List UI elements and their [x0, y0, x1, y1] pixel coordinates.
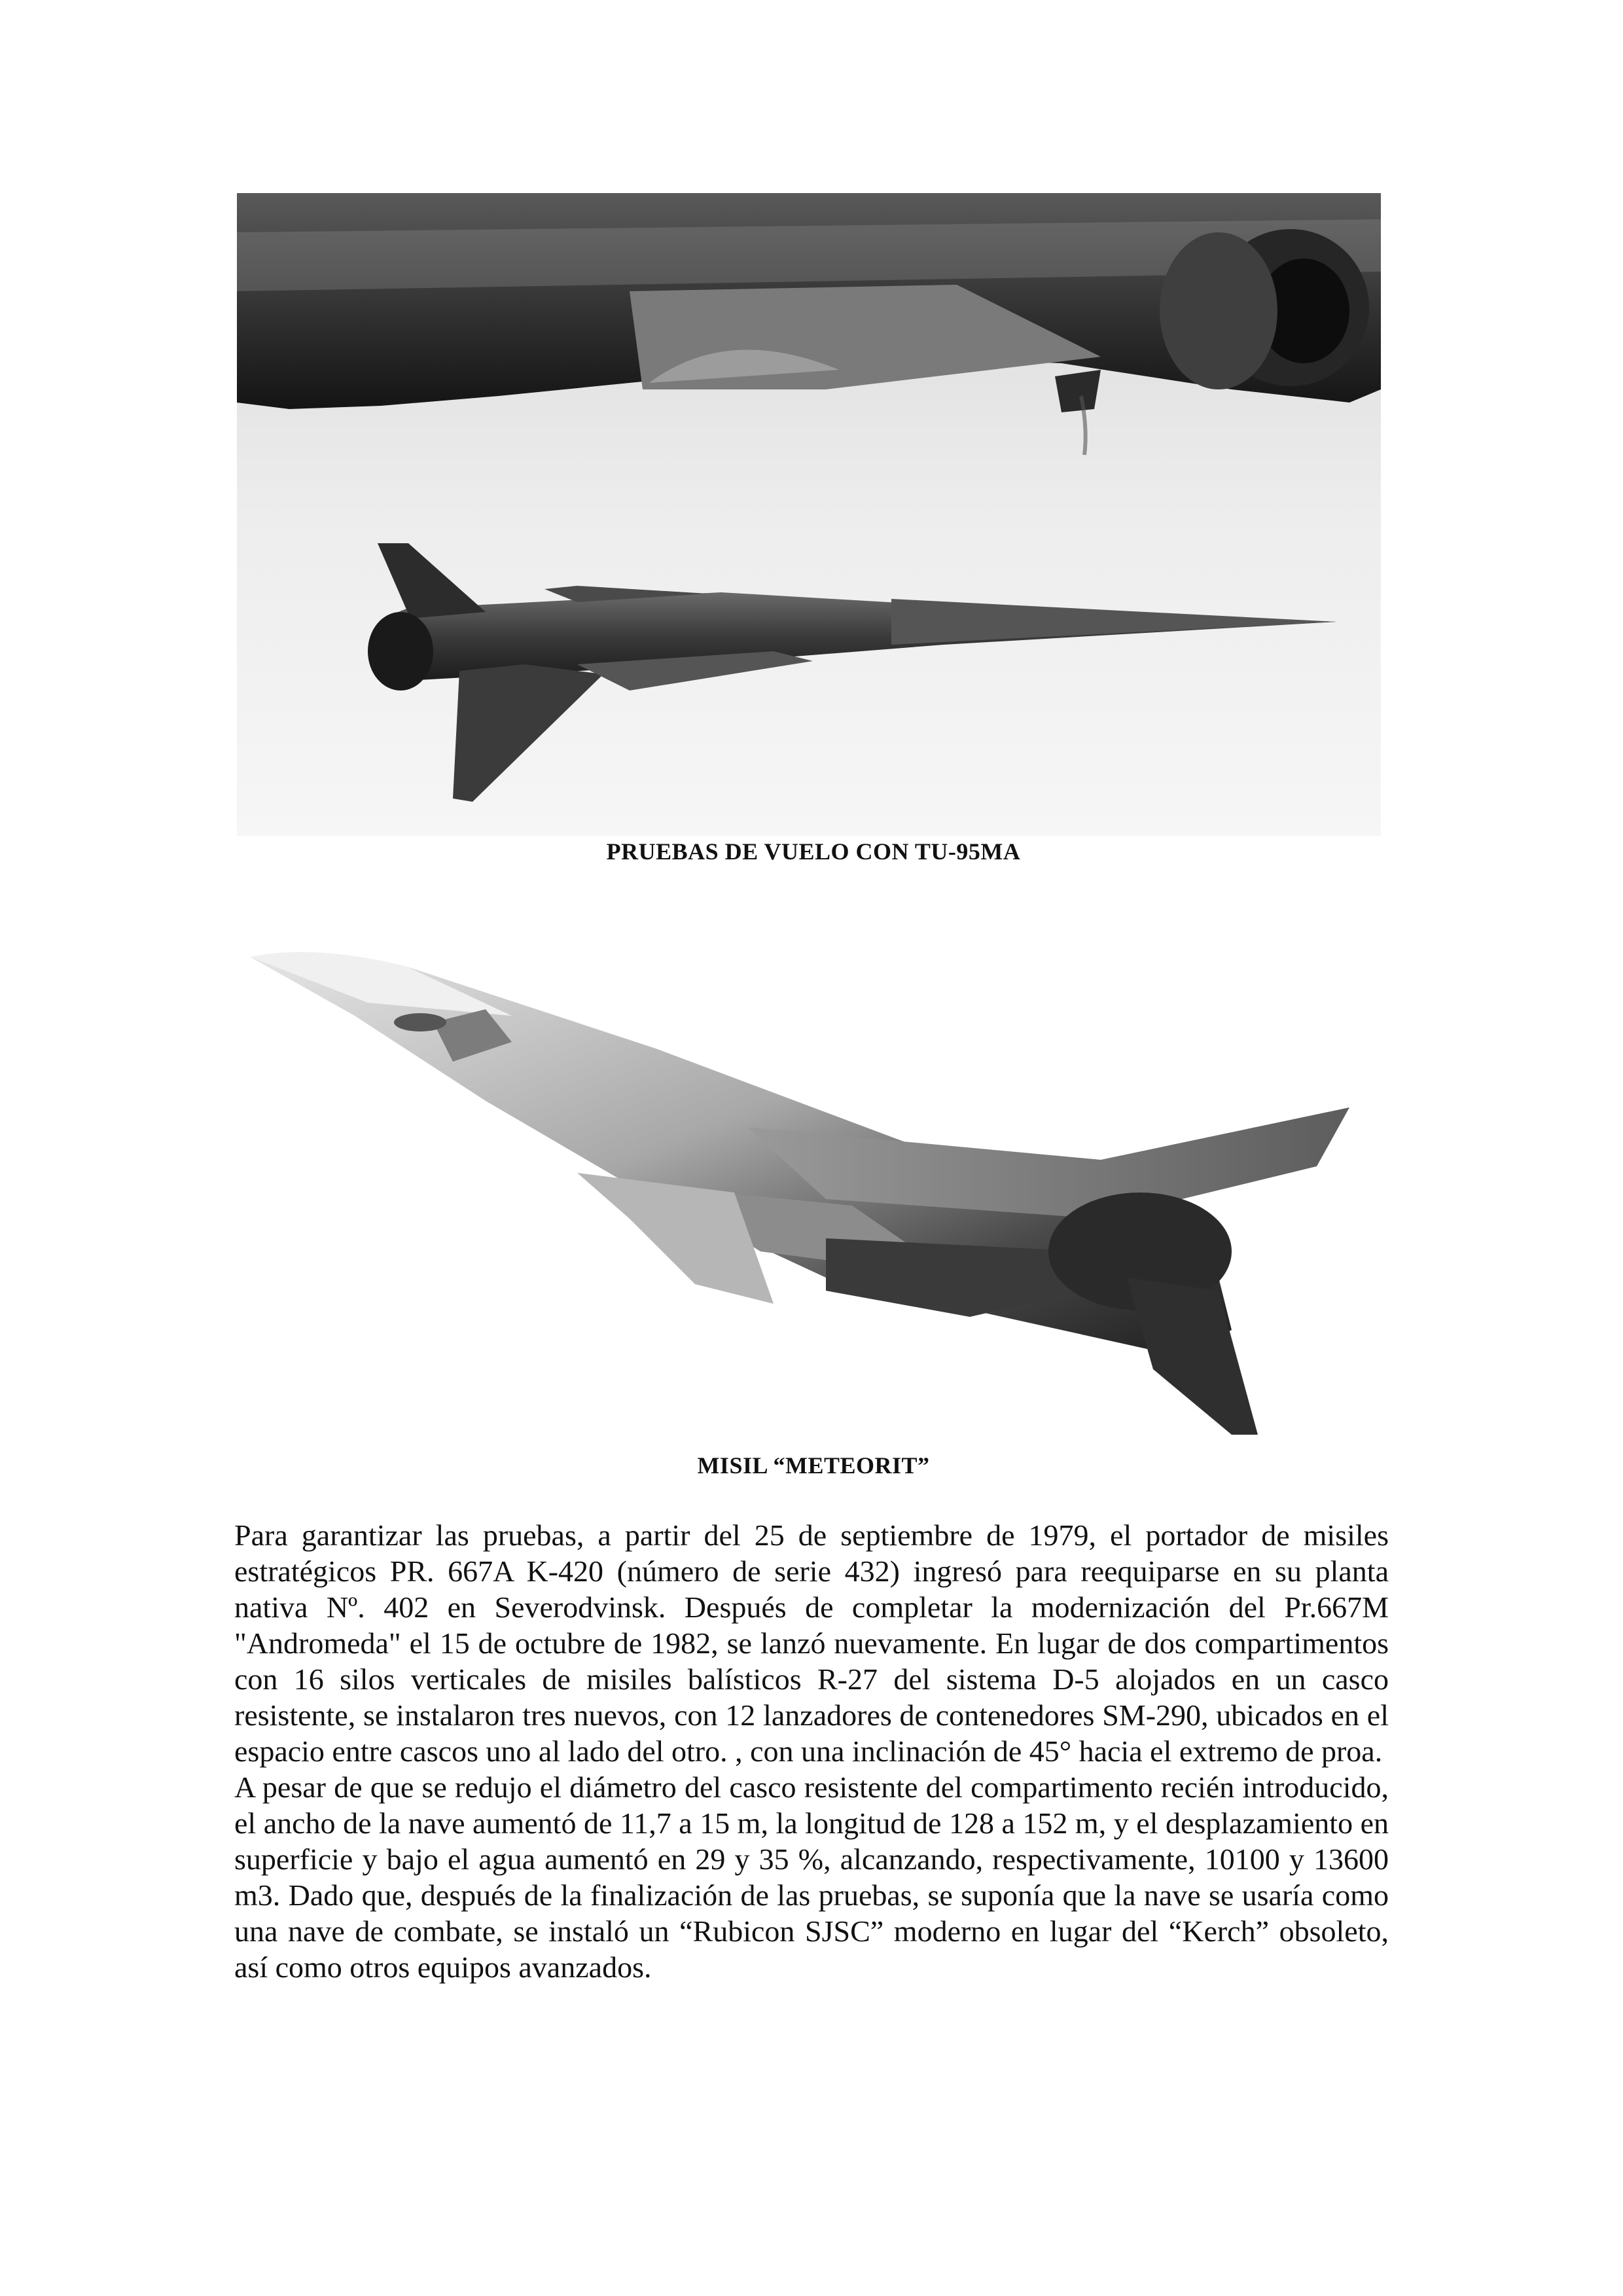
meteorit-missile-photo [237, 911, 1390, 1440]
body-text [234, 1517, 1389, 1985]
paragraph-2: A pesar de que se redujo el diámetro del casco resistente del compartimento recién introducido, el ancho de la nave aumentó de 11,7 a 15 m, la longitud de 128 a 152 m, y el desplazamiento en superficie y bajo el agua aumentó en 29 y 35 %, alcanzando, respectivamente, 10100 y 13600 m3. Dado que, después de la finalización de las pruebas, se suponía que la nave se usaría como una nave de combate, se instaló un “Rubicon SJSC” moderno en lugar del “Kerch” obsoleto, así como otros equipos avanzados. [234, 1770, 1389, 1984]
flight-test-photo [237, 193, 1381, 836]
figure-caption-2: MISIL “METEORIT” [697, 1452, 930, 1479]
figure-caption-1: PRUEBAS DE VUELO CON TU-95MA [606, 838, 1021, 865]
paragraph-1: Para garantizar las pruebas, a partir del 25 de septiembre de 1979, el portador de misiles estratégicos PR. 667A K-420 (número de serie 432) ingresó para reequiparse en su planta nativa Nº. 402 en Severodvinsk. Después de completar la modernización del Pr.667M "Andromeda" el 15 de octubre de 1982, se lanzó nuevamente. En lugar de dos compartimentos con 16 silos verticales de misiles balísticos R-27 del sistema D-5 alojados en un casco resistente, se instalaron tres nuevos, con 12 lanzadores de contenedores SM-290, ubicados en el espacio entre cascos uno al lado del otro. , con una inclinación de 45° hacia el extremo de proa. [234, 1518, 1389, 1768]
